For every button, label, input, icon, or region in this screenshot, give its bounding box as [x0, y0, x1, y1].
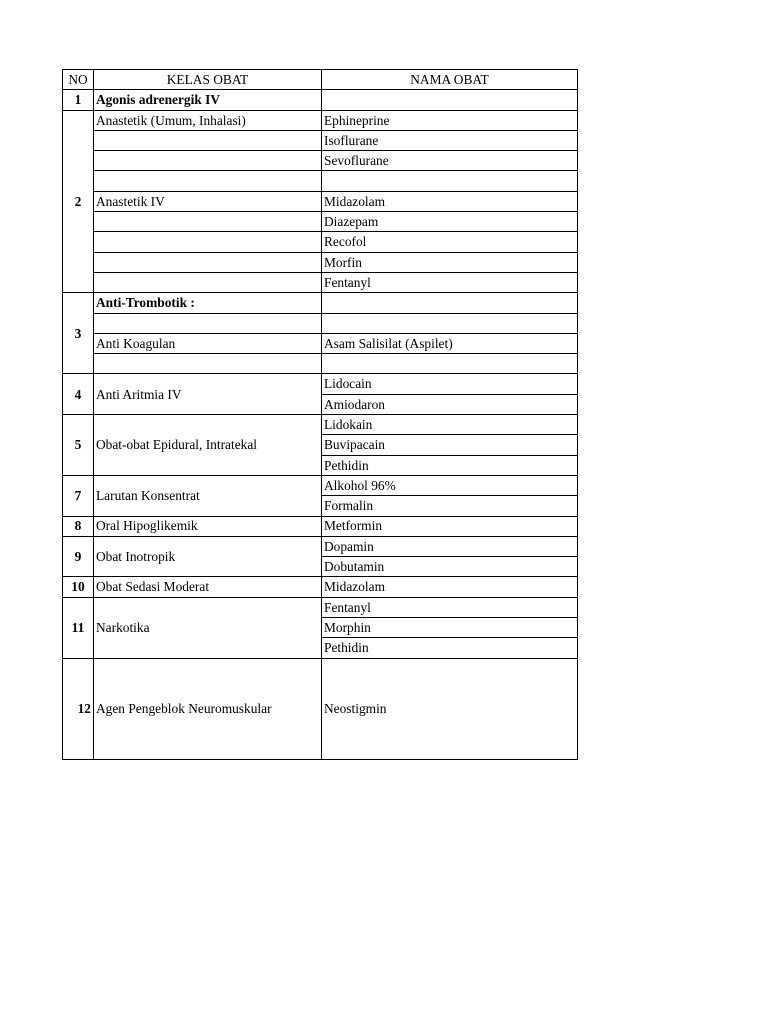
table-row [63, 252, 578, 272]
table-row [63, 130, 578, 150]
table-row [63, 597, 578, 617]
nama-obat-cell [322, 313, 578, 333]
nama-obat-cell: Fentanyl [322, 272, 578, 292]
nama-obat-cell: Alkohol 96% [322, 475, 578, 495]
nama-obat-cell: Morphin [322, 618, 578, 638]
nama-obat-cell: Pethidin [322, 455, 578, 475]
kelas-obat-cell: Obat-obat Epidural, Intratekal [94, 415, 322, 476]
kelas-obat-cell: Narkotika [94, 597, 322, 658]
kelas-obat-cell [94, 313, 322, 333]
table-row [63, 536, 578, 556]
kelas-obat-cell [94, 212, 322, 232]
row-number: 9 [63, 536, 94, 577]
nama-obat-cell: Morfin [322, 252, 578, 272]
table-row [63, 191, 578, 211]
nama-obat-cell: Metformin [322, 516, 578, 536]
nama-obat-cell: Dobutamin [322, 557, 578, 577]
header-kelas-obat: KELAS OBAT [94, 70, 322, 90]
nama-obat-cell [322, 354, 578, 374]
table-row [63, 516, 578, 536]
table-row [63, 232, 578, 252]
table-row [63, 475, 578, 495]
kelas-obat-cell [94, 151, 322, 171]
nama-obat-cell: Buvipacain [322, 435, 578, 455]
kelas-obat-cell: Anastetik (Umum, Inhalasi) [94, 110, 322, 130]
kelas-obat-cell: Larutan Konsentrat [94, 475, 322, 516]
table-row [63, 374, 578, 394]
kelas-obat-cell: Agonis adrenergik IV [94, 90, 322, 110]
nama-obat-cell: Midazolam [322, 191, 578, 211]
table-row [63, 658, 578, 759]
nama-obat-cell: Ephineprine [322, 110, 578, 130]
table-header-row [63, 70, 578, 90]
kelas-obat-cell: Agen Pengeblok Neuromuskular [94, 658, 322, 759]
row-number: 7 [63, 475, 94, 516]
nama-obat-cell: Asam Salisilat (Aspilet) [322, 333, 578, 353]
nama-obat-cell: Sevoflurane [322, 151, 578, 171]
table-row [63, 577, 578, 597]
table-row [63, 90, 578, 110]
kelas-obat-cell: Obat Inotropik [94, 536, 322, 577]
nama-obat-cell: Midazolam [322, 577, 578, 597]
header-nama-obat: NAMA OBAT [322, 70, 578, 90]
nama-obat-cell: Amiodaron [322, 394, 578, 414]
kelas-obat-cell [94, 354, 322, 374]
nama-obat-cell: Lidocain [322, 374, 578, 394]
table-row [63, 313, 578, 333]
kelas-obat-cell: Anti Aritmia IV [94, 374, 322, 415]
nama-obat-cell: Dopamin [322, 536, 578, 556]
kelas-obat-cell [94, 272, 322, 292]
row-number: 10 [63, 577, 94, 597]
kelas-obat-cell [94, 252, 322, 272]
row-number: 3 [63, 293, 94, 374]
kelas-obat-cell: Anti Koagulan [94, 333, 322, 353]
row-number: 4 [63, 374, 94, 415]
table-row [63, 171, 578, 191]
nama-obat-cell: Recofol [322, 232, 578, 252]
kelas-obat-cell [94, 171, 322, 191]
table-row [63, 151, 578, 171]
table-row [63, 212, 578, 232]
header-no: NO [63, 70, 94, 90]
nama-obat-cell [322, 293, 578, 313]
kelas-obat-cell: Oral Hipoglikemik [94, 516, 322, 536]
nama-obat-cell: Pethidin [322, 638, 578, 658]
row-number: 8 [63, 516, 94, 536]
row-number: 2 [63, 110, 94, 293]
row-number: 12 [63, 658, 94, 759]
nama-obat-cell: Neostigmin [322, 658, 578, 759]
table-row [63, 272, 578, 292]
kelas-obat-cell [94, 232, 322, 252]
table-row [63, 354, 578, 374]
table-row [63, 293, 578, 313]
nama-obat-cell [322, 90, 578, 110]
drug-class-table [62, 69, 578, 760]
nama-obat-cell [322, 171, 578, 191]
nama-obat-cell: Formalin [322, 496, 578, 516]
nama-obat-cell: Lidokain [322, 415, 578, 435]
row-number: 1 [63, 90, 94, 110]
kelas-obat-cell [94, 130, 322, 150]
kelas-obat-cell: Obat Sedasi Moderat [94, 577, 322, 597]
row-number: 11 [63, 597, 94, 658]
kelas-obat-cell: Anastetik IV [94, 191, 322, 211]
nama-obat-cell: Fentanyl [322, 597, 578, 617]
nama-obat-cell: Isoflurane [322, 130, 578, 150]
table-row [63, 110, 578, 130]
nama-obat-cell: Diazepam [322, 212, 578, 232]
table-row [63, 333, 578, 353]
row-number: 5 [63, 415, 94, 476]
kelas-obat-cell: Anti-Trombotik : [94, 293, 322, 313]
table-row [63, 415, 578, 435]
